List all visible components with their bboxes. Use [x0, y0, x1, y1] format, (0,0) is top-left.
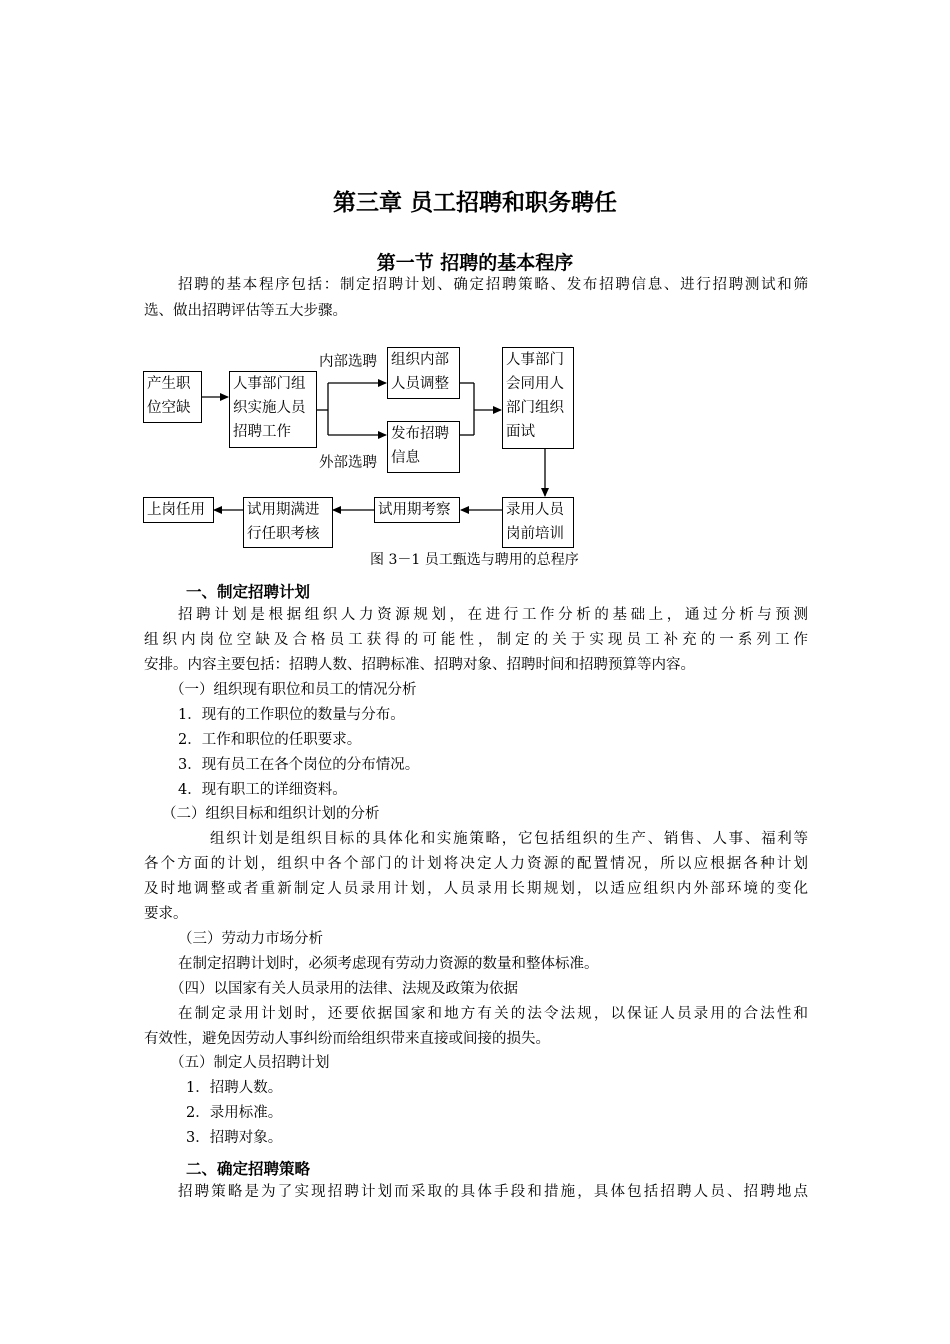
node-hr-org-line-3: 招聘工作	[233, 424, 291, 440]
node-hr-org-line-1: 人事部门组	[233, 376, 306, 392]
sub5-item: 3．招聘对象。	[186, 1130, 283, 1146]
node-assessment	[243, 497, 333, 548]
node-onboard-label: 上岗任用	[147, 502, 205, 518]
sub1-item: 3．现有员工在各个岗位的分布情况。	[178, 757, 420, 773]
node-internal-adjust-line-1: 组织内部	[391, 352, 449, 368]
node-vacancy-line-2: 位空缺	[147, 400, 191, 416]
node-vacancy-line-1: 产生职	[147, 376, 191, 392]
sub1-item: 1．现有的工作职位的数量与分布。	[178, 707, 405, 723]
sub1-item: 2．工作和职位的任职要求。	[178, 732, 362, 748]
intro-line-2: 选、做出招聘评估等五大步骤。	[144, 303, 347, 319]
chapter-title: 第三章 员工招聘和职务聘任	[332, 190, 617, 216]
sub1-item: 4．现有职工的详细资料。	[178, 782, 347, 798]
node-publish-line-2: 信息	[391, 450, 420, 466]
sub3-title: （三）劳动力市场分析	[178, 931, 323, 947]
node-hr-org	[229, 371, 317, 448]
node-interview-line-2: 会同用人	[506, 376, 564, 392]
node-probation	[374, 497, 460, 523]
node-training-line-1: 录用人员	[506, 502, 564, 518]
sub3-text: 在制定招聘计划时，必须考虑现有劳动力资源的数量和整体标准。	[178, 956, 599, 972]
sub2-line-2: 各个方面的计划，组织中各个部门的计划将决定人力资源的配置情况，所以应根据各种计划	[144, 856, 808, 872]
sub5-title: （五）制定人员招聘计划	[170, 1055, 330, 1071]
sub1-title: （一）组织现有职位和员工的情况分析	[170, 682, 417, 698]
node-interview-line-3: 部门组织	[506, 400, 564, 416]
node-hr-org-line-2: 织实施人员	[233, 400, 306, 416]
label-external: 外部选聘	[319, 455, 377, 471]
node-training	[502, 497, 574, 548]
node-interview-line-4: 面试	[506, 424, 535, 440]
part2-heading: 二、确定招聘策略	[186, 1160, 311, 1178]
intro-line-1: 招聘的基本程序包括：制定招聘计划、确定招聘策略、发布招聘信息、进行招聘测试和筛	[178, 277, 808, 293]
node-internal-adjust	[387, 347, 460, 399]
sub4-line-1: 在制定录用计划时，还要依据国家和地方有关的法令法规，以保证人员录用的合法性和	[178, 1006, 808, 1022]
part1-para-line-3: 安排。内容主要包括：招聘人数、招聘标准、招聘对象、招聘时间和招聘预算等内容。	[144, 657, 695, 673]
sub2-line-4: 要求。	[144, 906, 188, 922]
node-interview-line-1: 人事部门	[506, 352, 564, 368]
node-training-line-2: 岗前培训	[506, 526, 564, 542]
node-onboard	[143, 497, 214, 523]
part1-para-line-1: 招聘计划是根据组织人力资源规划，在进行工作分析的基础上，通过分析与预测	[178, 607, 808, 623]
part2-line-1: 招聘策略是为了实现招聘计划而采取的具体手段和措施，具体包括招聘人员、招聘地点	[178, 1184, 808, 1200]
node-interview	[502, 347, 574, 449]
figure-caption: 图 3－1 员工甄选与聘用的总程序	[370, 552, 579, 568]
node-internal-adjust-line-2: 人员调整	[391, 376, 449, 392]
sub2-title: （二）组织目标和组织计划的分析	[162, 806, 380, 822]
sub2-line-3: 及时地调整或者重新制定人员录用计划，人员录用长期规划，以适应组织内外部环境的变化	[144, 881, 808, 897]
node-assessment-line-2: 行任职考核	[247, 526, 320, 542]
label-internal: 内部选聘	[319, 354, 377, 370]
section-title: 第一节 招聘的基本程序	[376, 252, 574, 274]
sub2-line-1: 组织计划是组织目标的具体化和实施策略，它包括组织的生产、销售、人事、福利等	[210, 831, 808, 847]
node-probation-label: 试用期考察	[378, 502, 451, 518]
sub5-item: 2．录用标准。	[186, 1105, 283, 1121]
part1-para-line-2: 组织内岗位空缺及合格员工获得的可能性，制定的关于实现员工补充的一系列工作	[144, 632, 808, 648]
node-publish	[387, 421, 460, 473]
part1-heading: 一、制定招聘计划	[186, 583, 311, 601]
node-vacancy	[143, 371, 202, 423]
sub4-line-2: 有效性，避免因劳动人事纠纷而给组织带来直接或间接的损失。	[144, 1031, 550, 1047]
node-assessment-line-1: 试用期满进	[247, 502, 320, 518]
node-publish-line-1: 发布招聘	[391, 426, 449, 442]
sub5-item: 1．招聘人数。	[186, 1080, 283, 1096]
sub4-title: （四）以国家有关人员录用的法律、法规及政策为依据	[170, 981, 518, 997]
